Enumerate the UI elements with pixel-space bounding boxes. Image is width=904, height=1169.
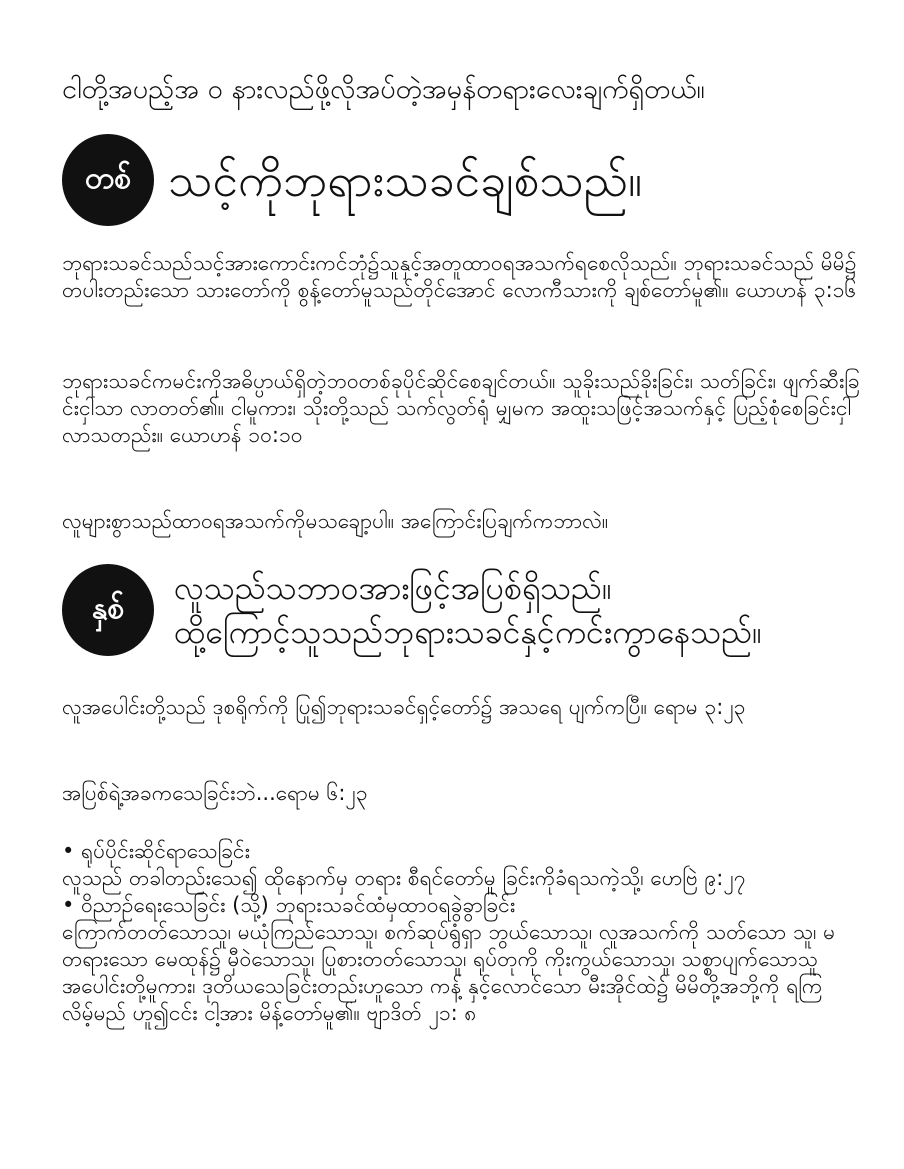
paragraph-wages-of-sin-text: အပြစ်ရဲ့အခကသေခြင်းဘဲ...ရောမ ၆:၂၃ (62, 781, 368, 805)
paragraph-abundant-life (62, 368, 864, 449)
point-one-title: သင့်ကိုဘုရားသခင်ချစ်သည်။ (168, 153, 643, 207)
paragraph-abundant-life-text: ဘုရားသခင်ကမင်းကိုအဓိပ္ပာယ်ရှိတဲ့ဘဝတစ်ခုပိုင်ဆိုင်စေချင်တယ်။ သူခိုးသည်ခိုးခြင်း၊ သတ်ခြင်း၊ ဖျက်ဆီးခြင်းငှါသာ လာတတ်၏။ ငါမူကား၊ သိုးတို့သည် သက်လွတ်ရုံ မျှမက အထူးသဖြင့်အသက်နှင့် ပြည့်စုံစေခြင်းငှါ လာသတည်း။ ယောဟန် ၁၀:၁၀ (62, 369, 860, 447)
paragraph-question (62, 508, 864, 535)
bullet-physical-death-text: လူသည် တခါတည်းသေ၍ ထိုနောက်မှ တရား စီရင်တော်မူ ခြင်းကိုခံရသကဲ့သို့၊ ဟေဗြဲ ၉:၂၇ (62, 866, 746, 890)
paragraph-question-text: လူများစွာသည်ထာဝရအသက်ကိုမသချော့ပါ။ အကြောင်းပြချက်ကဘာလဲ။ (62, 509, 609, 533)
intro-text: ငါတို့အပည့်အ ဝ နားလည်ဖို့လိုအပ်တဲ့အမှန်တရားလေးချက်ရှိတယ်။ (62, 74, 705, 105)
point-two-title-line2: ထို့ကြောင့်သူသည်ဘုရားသခင်နှင့်ကင်းကွာနေသည်။ (174, 613, 762, 651)
point-one-heading (62, 134, 864, 226)
point-two-title-line1: လူသည်သဘာဝအားဖြင့်အပြစ်ရှိသည်။ (174, 569, 612, 607)
paragraph-love (62, 250, 864, 304)
point-one-badge: တစ် (62, 134, 154, 226)
point-two-heading (62, 564, 864, 656)
bullet-spiritual-death-heading: • ဝိညာဥ်ရေးသေခြင်း (သို့) ဘုရားသခင်ထံမှထာဝရခွဲခွာခြင်း (62, 893, 516, 917)
paragraph-wages-of-sin (62, 780, 864, 807)
point-two-title (174, 566, 762, 654)
bullet-spiritual-death-text: ကြောက်တတ်သောသူ၊ မယုံကြည်သောသူ၊ စက်ဆုပ်ရွံရှာ ဘွယ်သောသူ၊ လူအသက်ကို သတ်သော သူ၊ မတရားသော မေထုန်၌ မှီဝဲသောသူ၊ ပြုစားတတ်သောသူ၊ ရုပ်တုကို ကိုးကွယ်သောသူ၊ သစ္စာပျက်သောသူ အပေါင်းတို့မူကား၊ ဒုတိယသေခြင်းတည်းဟူသော ကန့် နှင့်လောင်သော မီးအိုင်ထဲ၌ မိမိတို့အဘို့ကို ရကြလိမ့်မည် ဟူ၍ငင်း ငါ့အား မိန့်တော်မူ၏။ ဗျာဒိတ် ၂၁: ၈ (62, 920, 836, 1025)
bullet-list (62, 838, 864, 1027)
paragraph-all-sinned-text: လူအပေါင်းတို့သည် ဒုစရိုက်ကို ပြု၍ဘုရားသခင်ရှင့်တော်၌ အသရေ ပျက်ကပြီ။ ရောမ ၃:၂၃ (62, 695, 746, 719)
point-two-badge: နှစ် (62, 564, 154, 656)
paragraph-love-text: ဘုရားသခင်သည်သင့်အားကောင်းကင်ဘုံ၌သူနှင့်အတူထာဝရအသက်ရစေလိုသည်။ ဘုရားသခင်သည် မိမိ၌ တပါးတည်းသော သားတော်ကို စွန့်တော်မူသည်တိုင်အောင် လောကီသားကို ချစ်တော်မူ၏။ ယောဟန် ၃:၁၆ (62, 251, 857, 302)
paragraph-all-sinned (62, 694, 864, 721)
bullet-physical-death-heading: • ရုပ်ပိုင်းဆိုင်ရာသေခြင်း (62, 839, 250, 863)
